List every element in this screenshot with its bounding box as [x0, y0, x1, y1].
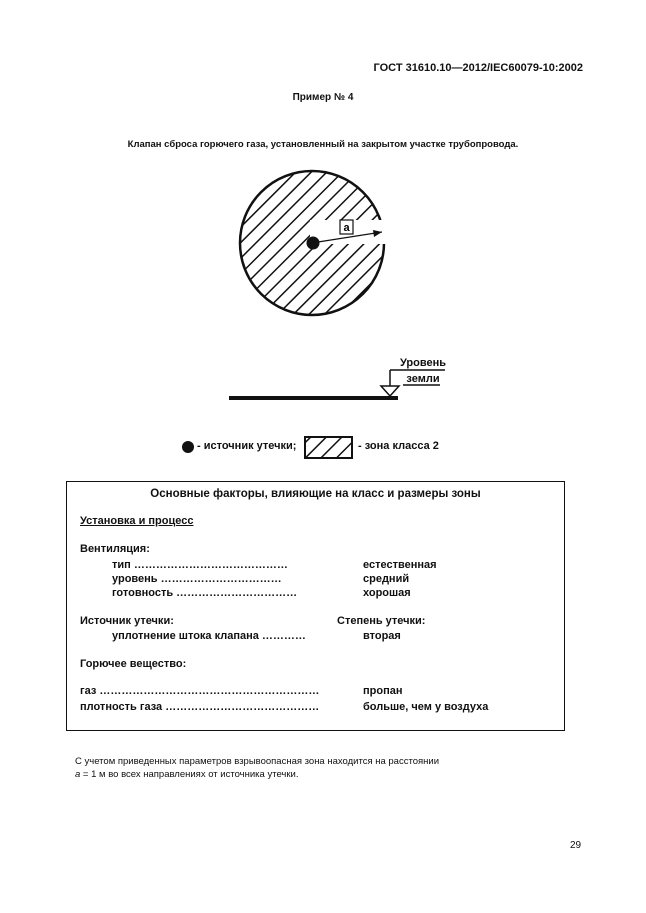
page-number: 29 [570, 840, 582, 851]
substance-heading: Горючее вещество: [80, 658, 187, 670]
ventilation-level-value: средний [363, 573, 410, 585]
gas-density-value: больше, чем у воздуха [363, 701, 489, 713]
factors-title: Основные факторы, влияющие на класс и размеры зоны [150, 488, 481, 500]
legend-zone-label: - зона класса 2 [358, 440, 439, 452]
section-title: Установка и процесс [80, 515, 194, 527]
ventilation-type-value: естественная [363, 559, 437, 571]
figure-caption: Клапан сброса горючего газа, установленный на закрытом участке трубопровода. [127, 139, 519, 150]
legend-zone-icon [305, 437, 352, 458]
conclusion-text [75, 755, 439, 781]
conclusion-line1: С учетом приведенных параметров взрывоопасная зона находится на расстоянии [75, 756, 440, 767]
ground-level-line1: Уровень [399, 357, 446, 369]
degree-heading: Степень утечки: [337, 615, 426, 627]
gas-value: пропан [363, 685, 403, 697]
gas-label: газ …………………………………………………… [80, 685, 320, 697]
source-row-value: вторая [363, 630, 401, 642]
standard-header: ГОСТ 31610.10—2012/IEC60079-10:2002 [373, 62, 583, 74]
ground-level-label [384, 355, 462, 387]
ventilation-availability-label: готовность …………………………… [112, 587, 298, 599]
legend-source-icon [182, 441, 194, 453]
ventilation-level-label: уровень …………………………… [112, 573, 282, 585]
ventilation-availability-value: хорошая [363, 587, 411, 599]
distance-label: a [343, 222, 350, 234]
ventilation-heading: Вентиляция: [80, 543, 150, 555]
ventilation-type-label: тип …………………………………… [112, 559, 288, 571]
ground-level-line2: земли [406, 373, 440, 385]
leak-source-dot [307, 237, 320, 250]
source-heading: Источник утечки: [80, 615, 174, 627]
distance-marker [310, 220, 394, 244]
gas-density-label: плотность газа …………………………………… [80, 701, 320, 713]
source-row-label: уплотнение штока клапана ………… [112, 630, 306, 642]
example-title: Пример № 4 [292, 92, 354, 103]
conclusion-line2: а = 1 м во всех направлениях от источника утечки. [75, 769, 299, 780]
legend-source-label: - источник утечки; [197, 440, 297, 452]
